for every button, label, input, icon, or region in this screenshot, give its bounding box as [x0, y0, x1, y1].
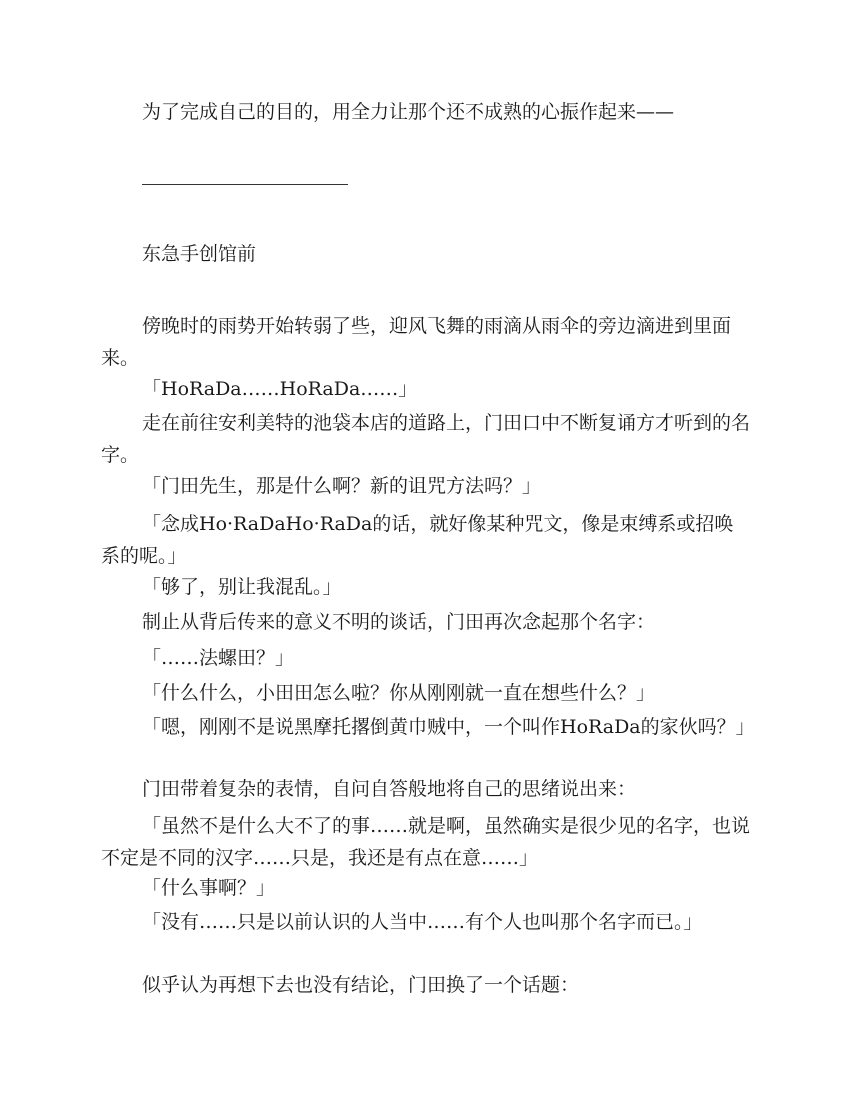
paragraph: 「HoRaDa……HoRaDa……」 — [142, 378, 418, 400]
paragraph: 「够了，别让我混乱。」 — [142, 576, 342, 598]
section-separator — [142, 184, 348, 185]
location-heading: 东急手创馆前 — [142, 243, 257, 265]
paragraph: 「念成Ho·RaDaHo·RaDa的话，就好像某种咒文，像是束缚系或招唤系的呢。」 — [101, 513, 734, 567]
paragraph: 「……法螺田？」 — [142, 647, 295, 669]
paragraph: 「什么什么，小田田怎么啦？你从刚刚就一直在想些什么？」 — [142, 682, 656, 704]
paragraph: 门田带着复杂的表情，自问自答般地将自己的思绪说出来： — [142, 778, 637, 800]
paragraph: 制止从背后传来的意义不明的谈话，门田再次念起那个名字： — [142, 611, 656, 633]
paragraph: 「门田先生，那是什么啊？新的诅咒方法吗？」 — [142, 475, 542, 497]
opening-line: 为了完成自己的目的，用全力让那个还不成熟的心振作起来—— — [142, 101, 675, 123]
paragraph: 似乎认为再想下去也没有结论，门田换了一个话题： — [142, 974, 580, 996]
paragraph: 「虽然不是什么大不了的事……就是啊，虽然确实是很少见的名字，也说不定是不同的汉字……只是，我还是有点在意……」 — [101, 815, 751, 869]
paragraph: 「什么事啊？」 — [142, 877, 276, 899]
paragraph: 「没有……只是以前认识的人当中……有个人也叫那个名字而已。」 — [142, 911, 703, 933]
paragraph: 傍晚时的雨势开始转弱了些，迎风飞舞的雨滴从雨伞的旁边滴进到里面来。 — [101, 315, 732, 369]
paragraph: 走在前往安利美特的池袋本店的道路上，门田口中不断复诵方才听到的名字。 — [101, 412, 751, 466]
paragraph: 「嗯，刚刚不是说黑摩托撂倒黄巾贼中，一个叫作HoRaDa的家伙吗？」 — [142, 716, 755, 738]
